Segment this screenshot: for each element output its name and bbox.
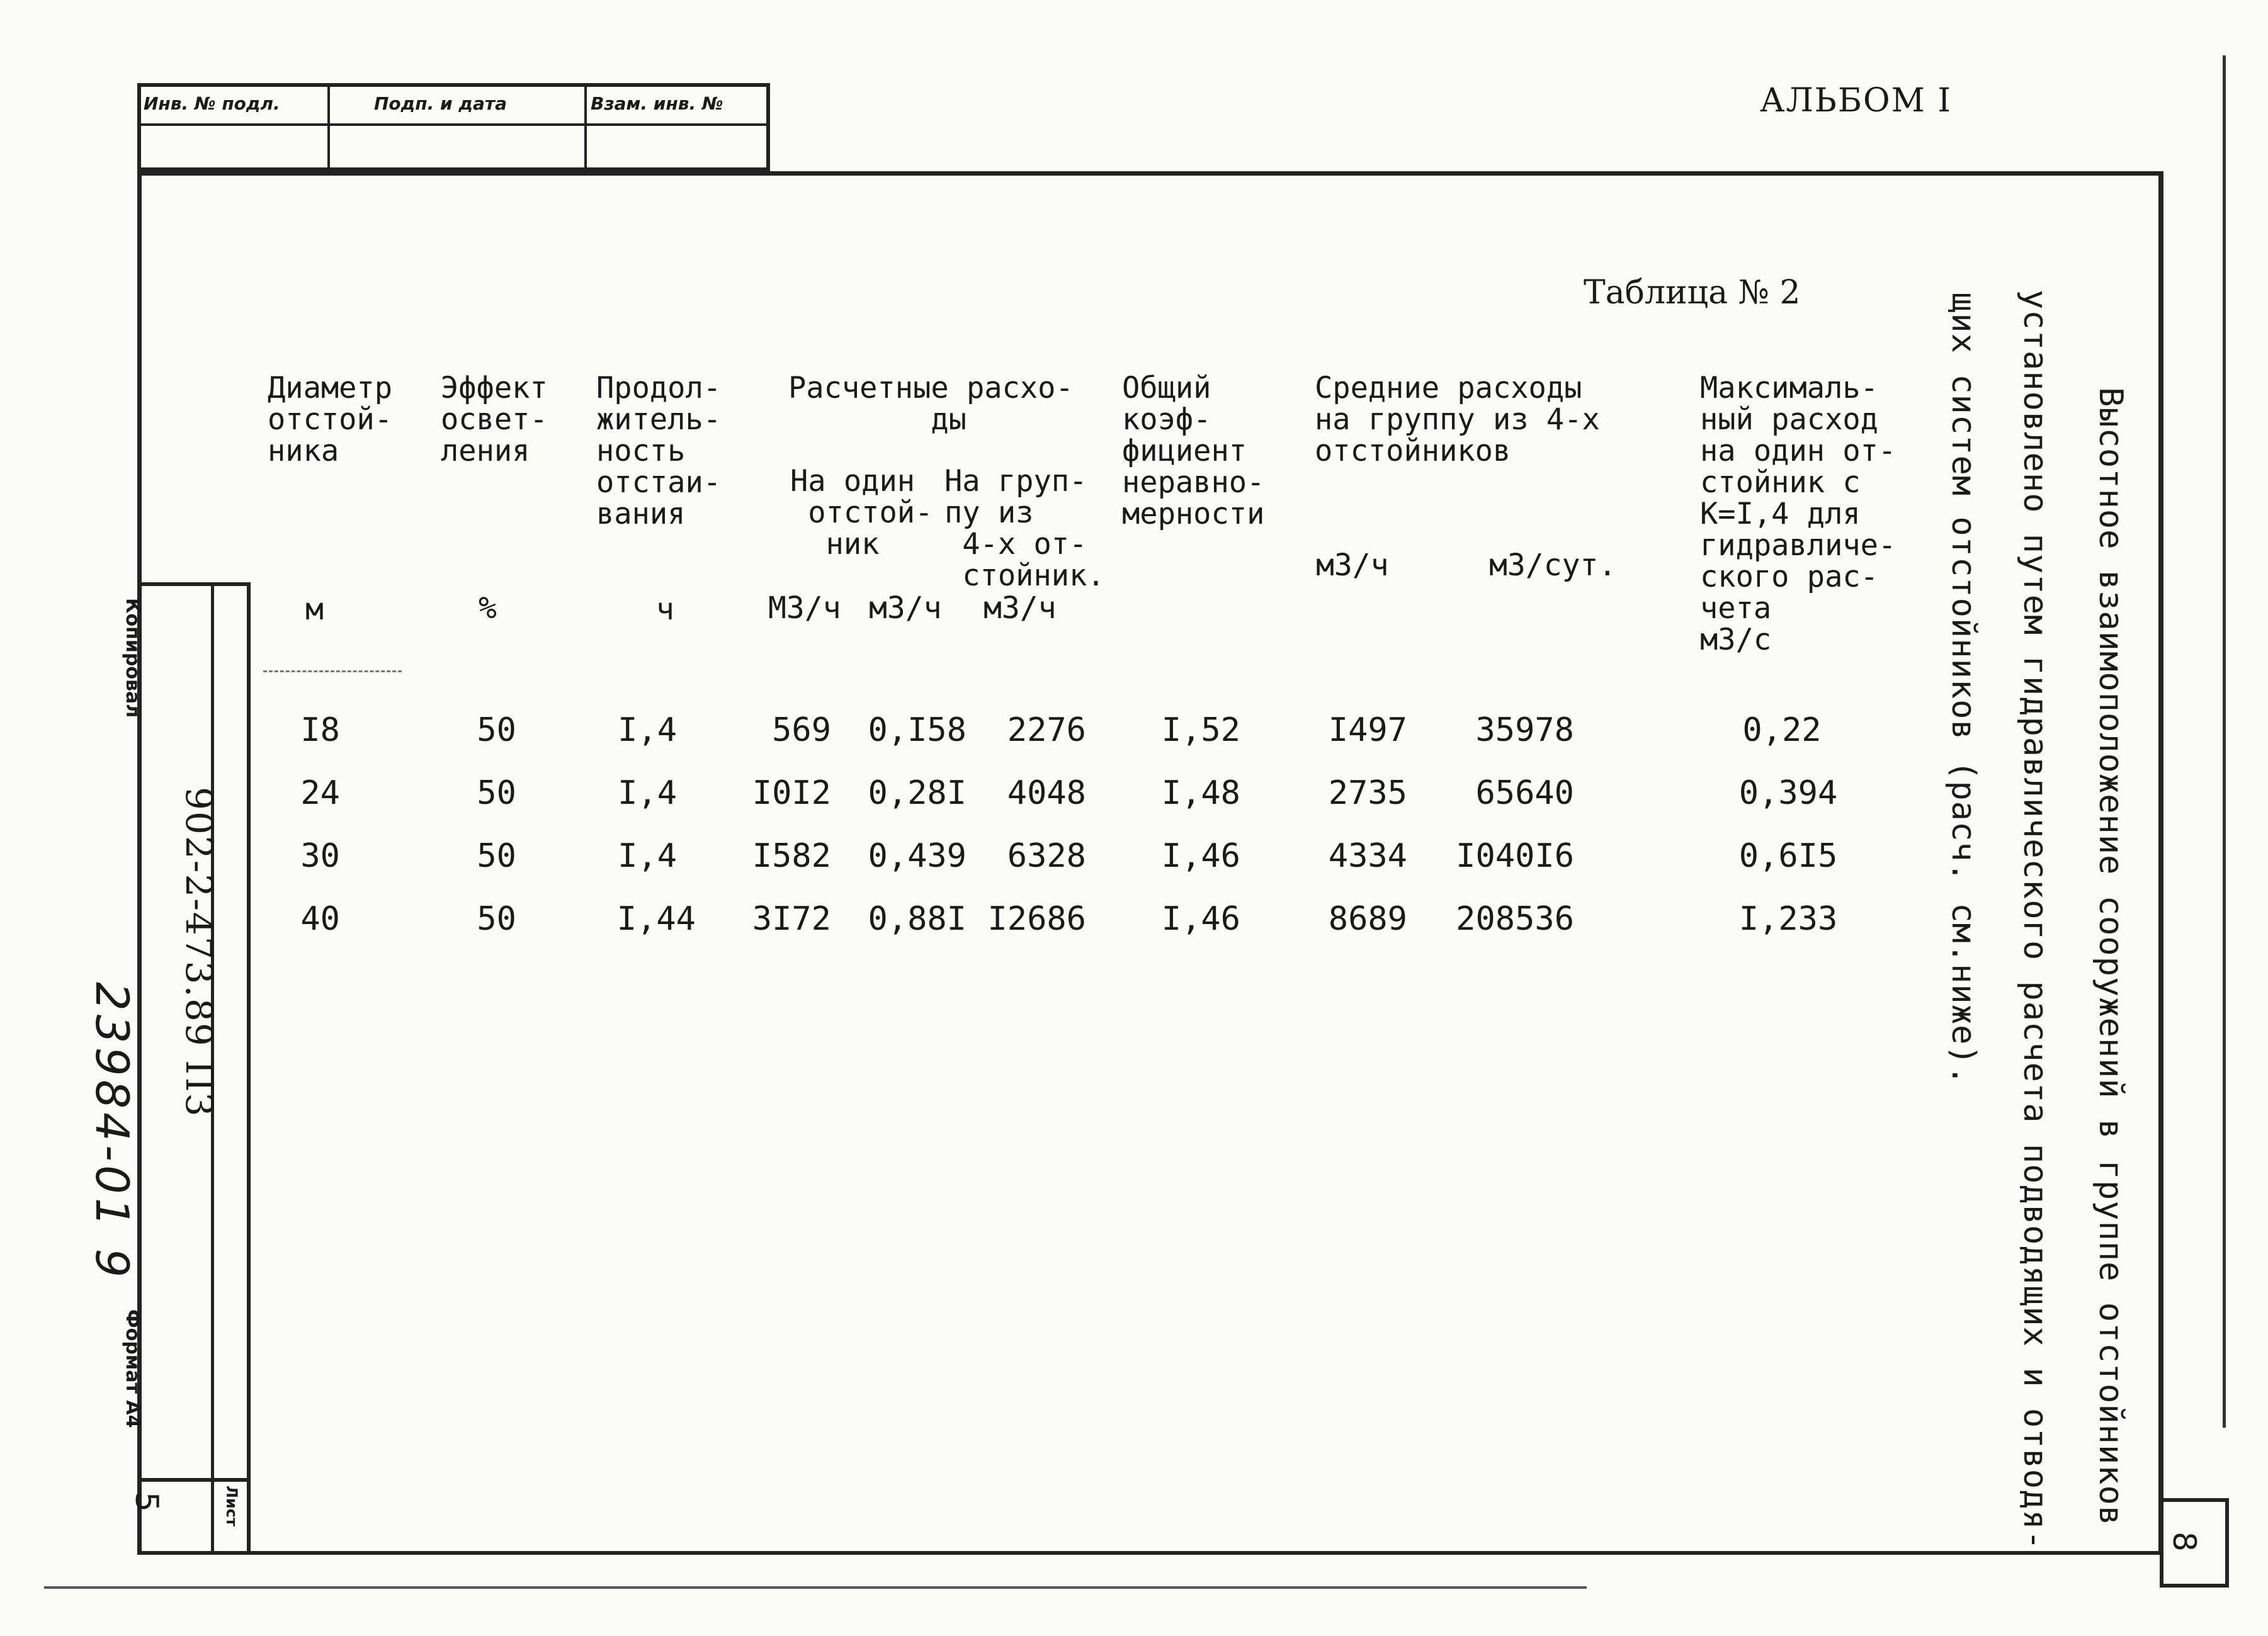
stamp-label-inv: Инв. № подл. [144,93,280,114]
unit-average-m3h: м3/ч [1316,548,1389,583]
unit-per-one-m3h: М3/ч [768,590,841,626]
document-code: 902-2-473.89 ПЗ [178,787,220,1117]
table-cell: I,52 [1161,711,1240,749]
stamp-cell-vzam [587,87,769,167]
unit-duration: ч [656,592,674,627]
header-coefficient: Общий коэф- фициент неравно- мерности [1122,371,1265,531]
heading-line-1: Высотное взаимоположение сооружений в группе отстойников [2092,387,2129,1526]
table-cell: 30 [300,837,340,875]
table-cell: 35978 [1475,711,1574,749]
frame-right-border [2158,171,2163,1555]
header-max-flow: Максималь- ный расход на один от- стойник с К=I,4 для гидравличе- ского рас- чета м3/с [1700,371,1897,657]
copied-by-label: Копировал [122,598,144,718]
table-cell: I,4 [618,837,677,875]
table-cell: I,48 [1161,774,1240,812]
stamp-cell-podp [330,87,587,167]
table-cell: 50 [477,900,516,938]
table-cell: I582 [752,837,831,875]
table-cell: 50 [477,837,516,875]
stamp-label-podp: Подп. и дата [374,93,507,114]
table-cell: I,44 [616,900,696,938]
table-cell: I,46 [1161,837,1240,875]
table-cell: 3I72 [752,900,831,938]
sheet-page-number: 5 [128,1492,165,1512]
approval-stamp [137,83,770,171]
table-cell: 0,6I5 [1738,837,1838,875]
table-cell: I2686 [987,900,1086,938]
table-cell: 0,88I [868,900,967,938]
bottom-rule [44,1586,1587,1589]
table-cell: 50 [477,774,516,812]
table-cell: 2735 [1328,774,1407,812]
table-cell: I040I6 [1456,837,1574,875]
table-cell: 24 [300,774,340,812]
table-cell: I8 [300,711,340,749]
table-cell: 0,439 [868,837,967,875]
handwritten-inventory-code: 23984-01 9 [86,982,139,1282]
stamp-cell-inv [141,87,330,167]
table-cell: 6328 [1007,837,1086,875]
stamp-label-vzam: Взам. инв. № [591,93,723,114]
table-cell: 208536 [1456,900,1574,938]
table-cell: 40 [300,900,340,938]
album-label: АЛЬБОМ I [1760,82,1952,120]
header-average-flow: Средние расходы на группу из 4-х отстойников [1315,371,1600,468]
unit-effect: % [479,590,497,626]
table-title: Таблица № 2 [1584,274,1801,312]
unit-per-one-m3h-2: м3/ч [869,590,942,626]
unit-average-m3d: м3/сут. [1489,548,1617,583]
table-cell: 8689 [1328,900,1407,938]
format-label: Формат А4 [122,1309,144,1428]
unit-per-group-m3h: м3/ч [984,590,1057,626]
table-cell: I497 [1328,711,1407,749]
table-cell: I,46 [1161,900,1240,938]
header-per-group: На груп- пу из 4-х от- стойник. [944,464,1105,593]
header-duration: Продол- житель- ность отстаи- вания [596,371,722,531]
table-cell: 0,22 [1742,711,1822,749]
header-design-flow: Расчетные расхо- ды [788,371,1074,437]
table-cell: 4048 [1007,774,1086,812]
table-cell: I,4 [618,711,677,749]
sheet-number: 8 [2165,1532,2203,1552]
unit-diameter: м [305,592,324,627]
heading-line-3: щих систем отстойников (расч. см.ниже). [1944,293,1982,1086]
header-effect: Эффект освет- ления [441,371,548,468]
table-cell: 0,28I [868,774,967,812]
table-cell: I,233 [1738,900,1838,938]
table-cell: 65640 [1475,774,1574,812]
right-edge-line [2223,55,2226,1428]
table-cell: 4334 [1328,837,1407,875]
table-cell: 50 [477,711,516,749]
table-cell: I,4 [618,774,677,812]
stamp-divider [141,123,766,126]
header-diameter: Диаметр отстой- ника [268,371,393,468]
table-cell: 2276 [1007,711,1086,749]
heading-line-2: установлено путем гидравлического расчета подводящих и отводя- [2016,290,2054,1551]
table-cell: 0,394 [1738,774,1838,812]
table-cell: 0,I58 [868,711,967,749]
header-dash-line [263,670,402,672]
table-cell: I0I2 [752,774,831,812]
sheet-label: Лист [223,1486,241,1526]
header-per-one: На один отстой- ник [790,464,933,561]
side-strip-sheet-divider [137,1478,251,1482]
table-cell: 569 [772,711,831,749]
